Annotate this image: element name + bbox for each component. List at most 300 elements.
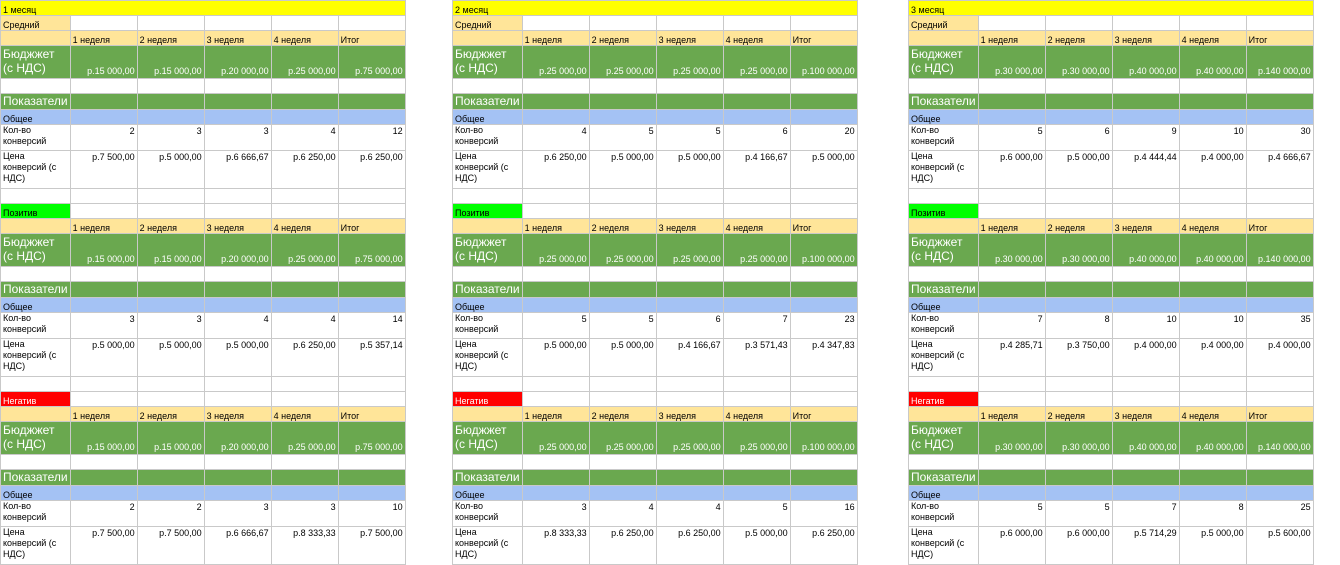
empty-cell[interactable] [271, 189, 338, 204]
empty-cell[interactable] [1112, 267, 1179, 282]
week-header[interactable]: 4 неделя [271, 31, 338, 46]
empty-cell[interactable] [70, 455, 137, 470]
conversions-value[interactable]: 2 [70, 125, 137, 151]
empty-cell[interactable] [522, 486, 589, 501]
budget-value[interactable]: р.25 000,00 [522, 46, 589, 79]
budget-value[interactable]: р.25 000,00 [271, 234, 338, 267]
budget-value[interactable]: р.140 000,00 [1246, 46, 1313, 79]
budget-value[interactable]: р.15 000,00 [137, 46, 204, 79]
week-header[interactable]: 2 неделя [1045, 31, 1112, 46]
week-header[interactable]: 4 неделя [271, 407, 338, 422]
empty-cell[interactable] [790, 298, 857, 313]
empty-cell[interactable] [723, 267, 790, 282]
conversions-value[interactable]: 4 [522, 125, 589, 151]
empty-cell[interactable] [522, 110, 589, 125]
budget-value[interactable]: р.25 000,00 [656, 234, 723, 267]
conversions-label[interactable]: Кол-во конверсий [909, 125, 979, 151]
empty-cell[interactable] [522, 455, 589, 470]
empty-cell[interactable] [909, 267, 979, 282]
empty-cell[interactable] [70, 282, 137, 298]
scenario-name-middle[interactable]: Средний [1, 16, 71, 31]
budget-value[interactable]: р.25 000,00 [723, 234, 790, 267]
conversions-value[interactable]: 3 [271, 501, 338, 527]
empty-cell[interactable] [656, 110, 723, 125]
week-header[interactable]: 2 неделя [589, 31, 656, 46]
empty-cell[interactable] [656, 455, 723, 470]
price-value[interactable]: р.7 500,00 [137, 527, 204, 565]
budget-value[interactable]: р.25 000,00 [589, 46, 656, 79]
conversions-value[interactable]: 20 [790, 125, 857, 151]
empty-cell[interactable] [137, 470, 204, 486]
empty-cell[interactable] [338, 204, 405, 219]
month-title[interactable]: 2 месяц [453, 1, 858, 16]
conversions-value[interactable]: 3 [204, 125, 271, 151]
price-value[interactable]: р.8 333,33 [522, 527, 589, 565]
budget-value[interactable]: р.15 000,00 [70, 46, 137, 79]
empty-cell[interactable] [70, 204, 137, 219]
empty-cell[interactable] [453, 219, 523, 234]
price-label[interactable]: Цена конверсий (с НДС) [453, 339, 523, 377]
conversions-value[interactable]: 4 [271, 125, 338, 151]
empty-cell[interactable] [271, 94, 338, 110]
conversions-value[interactable]: 3 [137, 125, 204, 151]
price-value[interactable]: р.4 285,71 [978, 339, 1045, 377]
week-header[interactable]: 4 неделя [723, 31, 790, 46]
empty-cell[interactable] [723, 392, 790, 407]
conversions-value[interactable]: 10 [1112, 313, 1179, 339]
conversions-value[interactable]: 6 [723, 125, 790, 151]
empty-cell[interactable] [589, 392, 656, 407]
empty-cell[interactable] [1246, 377, 1313, 392]
empty-cell[interactable] [137, 267, 204, 282]
empty-cell[interactable] [1179, 298, 1246, 313]
metrics-label[interactable]: Показатели [1, 470, 71, 486]
conversions-value[interactable]: 5 [1045, 501, 1112, 527]
budget-value[interactable]: р.25 000,00 [522, 234, 589, 267]
budget-value[interactable]: р.25 000,00 [271, 46, 338, 79]
empty-cell[interactable] [1045, 79, 1112, 94]
week-header[interactable]: 2 неделя [137, 219, 204, 234]
empty-cell[interactable] [1, 407, 71, 422]
price-value[interactable]: р.5 000,00 [1179, 527, 1246, 565]
week-header[interactable]: 2 неделя [137, 407, 204, 422]
empty-cell[interactable] [1112, 110, 1179, 125]
empty-cell[interactable] [1179, 377, 1246, 392]
general-label[interactable]: Общее [453, 110, 523, 125]
empty-cell[interactable] [978, 94, 1045, 110]
empty-cell[interactable] [978, 79, 1045, 94]
general-label[interactable]: Общее [1, 110, 71, 125]
empty-cell[interactable] [978, 204, 1045, 219]
empty-cell[interactable] [204, 94, 271, 110]
empty-cell[interactable] [1112, 79, 1179, 94]
empty-cell[interactable] [522, 282, 589, 298]
empty-cell[interactable] [1246, 455, 1313, 470]
price-value[interactable]: р.4 666,67 [1246, 151, 1313, 189]
budget-label[interactable]: Бюджжет (с НДС) [453, 234, 523, 267]
empty-cell[interactable] [790, 267, 857, 282]
empty-cell[interactable] [1179, 392, 1246, 407]
empty-cell[interactable] [723, 204, 790, 219]
budget-value[interactable]: р.15 000,00 [137, 234, 204, 267]
scenario-name-positive[interactable]: Позитив [453, 204, 523, 219]
price-value[interactable]: р.4 166,67 [656, 339, 723, 377]
week-header[interactable]: 1 неделя [978, 407, 1045, 422]
budget-value[interactable]: р.20 000,00 [204, 46, 271, 79]
empty-cell[interactable] [1112, 470, 1179, 486]
empty-cell[interactable] [271, 16, 338, 31]
week-header[interactable]: 3 неделя [1112, 219, 1179, 234]
empty-cell[interactable] [70, 377, 137, 392]
budget-label[interactable]: Бюджжет (с НДС) [453, 46, 523, 79]
price-label[interactable]: Цена конверсий (с НДС) [453, 151, 523, 189]
price-value[interactable]: р.6 000,00 [1045, 527, 1112, 565]
empty-cell[interactable] [137, 392, 204, 407]
empty-cell[interactable] [522, 377, 589, 392]
price-value[interactable]: р.8 333,33 [271, 527, 338, 565]
budget-value[interactable]: р.25 000,00 [656, 422, 723, 455]
price-value[interactable]: р.5 000,00 [137, 151, 204, 189]
empty-cell[interactable] [137, 455, 204, 470]
empty-cell[interactable] [1179, 94, 1246, 110]
conversions-value[interactable]: 2 [137, 501, 204, 527]
empty-cell[interactable] [204, 189, 271, 204]
empty-cell[interactable] [338, 79, 405, 94]
empty-cell[interactable] [1045, 110, 1112, 125]
conversions-value[interactable]: 5 [978, 501, 1045, 527]
conversions-value[interactable]: 7 [723, 313, 790, 339]
general-label[interactable]: Общее [909, 110, 979, 125]
empty-cell[interactable] [70, 94, 137, 110]
conversions-value[interactable]: 4 [204, 313, 271, 339]
empty-cell[interactable] [271, 455, 338, 470]
empty-cell[interactable] [70, 392, 137, 407]
empty-cell[interactable] [70, 110, 137, 125]
empty-cell[interactable] [978, 16, 1045, 31]
conversions-label[interactable]: Кол-во конверсий [909, 501, 979, 527]
week-header[interactable]: 3 неделя [656, 219, 723, 234]
budget-value[interactable]: р.30 000,00 [1045, 422, 1112, 455]
budget-value[interactable]: р.40 000,00 [1112, 234, 1179, 267]
budget-label[interactable]: Бюджжет (с НДС) [909, 46, 979, 79]
budget-value[interactable]: р.140 000,00 [1246, 234, 1313, 267]
empty-cell[interactable] [522, 298, 589, 313]
price-value[interactable]: р.4 444,44 [1112, 151, 1179, 189]
week-header[interactable]: 4 неделя [723, 407, 790, 422]
empty-cell[interactable] [453, 31, 523, 46]
week-header[interactable]: 2 неделя [589, 407, 656, 422]
week-header[interactable]: 4 неделя [1179, 31, 1246, 46]
empty-cell[interactable] [1045, 267, 1112, 282]
empty-cell[interactable] [1112, 282, 1179, 298]
empty-cell[interactable] [723, 377, 790, 392]
price-value[interactable]: р.7 500,00 [70, 151, 137, 189]
conversions-value[interactable]: 5 [656, 125, 723, 151]
price-value[interactable]: р.5 000,00 [1045, 151, 1112, 189]
conversions-label[interactable]: Кол-во конверсий [453, 313, 523, 339]
empty-cell[interactable] [656, 79, 723, 94]
empty-cell[interactable] [1246, 189, 1313, 204]
empty-cell[interactable] [70, 267, 137, 282]
price-value[interactable]: р.7 500,00 [338, 527, 405, 565]
conversions-value[interactable]: 8 [1179, 501, 1246, 527]
empty-cell[interactable] [522, 94, 589, 110]
price-value[interactable]: р.6 250,00 [790, 527, 857, 565]
empty-cell[interactable] [453, 189, 523, 204]
week-header[interactable]: 1 неделя [522, 31, 589, 46]
empty-cell[interactable] [1246, 392, 1313, 407]
empty-cell[interactable] [338, 486, 405, 501]
empty-cell[interactable] [1045, 204, 1112, 219]
metrics-label[interactable]: Показатели [453, 282, 523, 298]
empty-cell[interactable] [1179, 16, 1246, 31]
conversions-value[interactable]: 16 [790, 501, 857, 527]
empty-cell[interactable] [1, 377, 71, 392]
conversions-value[interactable]: 5 [978, 125, 1045, 151]
empty-cell[interactable] [1112, 377, 1179, 392]
empty-cell[interactable] [1112, 486, 1179, 501]
scenario-name-positive[interactable]: Позитив [909, 204, 979, 219]
conversions-value[interactable]: 3 [204, 501, 271, 527]
total-header[interactable]: Итог [338, 407, 405, 422]
empty-cell[interactable] [723, 298, 790, 313]
budget-value[interactable]: р.15 000,00 [137, 422, 204, 455]
empty-cell[interactable] [338, 267, 405, 282]
empty-cell[interactable] [589, 16, 656, 31]
price-value[interactable]: р.5 000,00 [656, 151, 723, 189]
empty-cell[interactable] [909, 219, 979, 234]
empty-cell[interactable] [790, 16, 857, 31]
empty-cell[interactable] [522, 189, 589, 204]
empty-cell[interactable] [1179, 470, 1246, 486]
empty-cell[interactable] [338, 470, 405, 486]
empty-cell[interactable] [978, 455, 1045, 470]
conversions-value[interactable]: 35 [1246, 313, 1313, 339]
empty-cell[interactable] [1045, 392, 1112, 407]
price-value[interactable]: р.6 666,67 [204, 151, 271, 189]
empty-cell[interactable] [790, 110, 857, 125]
empty-cell[interactable] [589, 298, 656, 313]
conversions-value[interactable]: 6 [1045, 125, 1112, 151]
metrics-label[interactable]: Показатели [453, 94, 523, 110]
empty-cell[interactable] [137, 486, 204, 501]
conversions-value[interactable]: 10 [1179, 313, 1246, 339]
conversions-value[interactable]: 5 [589, 313, 656, 339]
empty-cell[interactable] [1045, 298, 1112, 313]
empty-cell[interactable] [723, 16, 790, 31]
price-value[interactable]: р.7 500,00 [70, 527, 137, 565]
scenario-name-negative[interactable]: Негатив [909, 392, 979, 407]
budget-value[interactable]: р.15 000,00 [70, 234, 137, 267]
general-label[interactable]: Общее [909, 486, 979, 501]
empty-cell[interactable] [1045, 486, 1112, 501]
conversions-value[interactable]: 7 [1112, 501, 1179, 527]
empty-cell[interactable] [338, 189, 405, 204]
metrics-label[interactable]: Показатели [453, 470, 523, 486]
empty-cell[interactable] [1246, 79, 1313, 94]
budget-value[interactable]: р.25 000,00 [589, 234, 656, 267]
empty-cell[interactable] [589, 204, 656, 219]
total-header[interactable]: Итог [790, 219, 857, 234]
scenario-name-middle[interactable]: Средний [453, 16, 523, 31]
conversions-value[interactable]: 9 [1112, 125, 1179, 151]
empty-cell[interactable] [1045, 470, 1112, 486]
empty-cell[interactable] [137, 204, 204, 219]
price-value[interactable]: р.4 000,00 [1179, 339, 1246, 377]
budget-value[interactable]: р.100 000,00 [790, 422, 857, 455]
empty-cell[interactable] [1045, 377, 1112, 392]
empty-cell[interactable] [70, 486, 137, 501]
general-label[interactable]: Общее [1, 298, 71, 313]
empty-cell[interactable] [271, 267, 338, 282]
price-value[interactable]: р.5 000,00 [204, 339, 271, 377]
price-value[interactable]: р.4 000,00 [1112, 339, 1179, 377]
empty-cell[interactable] [978, 486, 1045, 501]
empty-cell[interactable] [70, 470, 137, 486]
price-label[interactable]: Цена конверсий (с НДС) [909, 339, 979, 377]
metrics-label[interactable]: Показатели [909, 470, 979, 486]
week-header[interactable]: 1 неделя [978, 219, 1045, 234]
budget-label[interactable]: Бюджжет (с НДС) [1, 46, 71, 79]
price-value[interactable]: р.6 250,00 [589, 527, 656, 565]
empty-cell[interactable] [204, 377, 271, 392]
scenario-name-middle[interactable]: Средний [909, 16, 979, 31]
metrics-label[interactable]: Показатели [909, 94, 979, 110]
empty-cell[interactable] [909, 31, 979, 46]
empty-cell[interactable] [137, 377, 204, 392]
price-value[interactable]: р.4 000,00 [1246, 339, 1313, 377]
empty-cell[interactable] [338, 298, 405, 313]
empty-cell[interactable] [1179, 267, 1246, 282]
empty-cell[interactable] [1112, 94, 1179, 110]
budget-label[interactable]: Бюджжет (с НДС) [1, 234, 71, 267]
empty-cell[interactable] [656, 470, 723, 486]
price-value[interactable]: р.5 600,00 [1246, 527, 1313, 565]
price-value[interactable]: р.5 357,14 [338, 339, 405, 377]
empty-cell[interactable] [204, 392, 271, 407]
conversions-value[interactable]: 5 [522, 313, 589, 339]
budget-label[interactable]: Бюджжет (с НДС) [909, 234, 979, 267]
empty-cell[interactable] [453, 267, 523, 282]
empty-cell[interactable] [589, 470, 656, 486]
empty-cell[interactable] [978, 267, 1045, 282]
empty-cell[interactable] [1, 31, 71, 46]
price-value[interactable]: р.4 166,67 [723, 151, 790, 189]
price-value[interactable]: р.6 666,67 [204, 527, 271, 565]
budget-value[interactable]: р.20 000,00 [204, 234, 271, 267]
metrics-label[interactable]: Показатели [909, 282, 979, 298]
empty-cell[interactable] [1246, 267, 1313, 282]
conversions-value[interactable]: 6 [656, 313, 723, 339]
conversions-value[interactable]: 14 [338, 313, 405, 339]
empty-cell[interactable] [723, 110, 790, 125]
conversions-value[interactable]: 4 [589, 501, 656, 527]
empty-cell[interactable] [271, 377, 338, 392]
month-title[interactable]: 3 месяц [909, 1, 1314, 16]
price-value[interactable]: р.6 250,00 [522, 151, 589, 189]
conversions-value[interactable]: 4 [656, 501, 723, 527]
conversions-label[interactable]: Кол-во конверсий [453, 125, 523, 151]
budget-value[interactable]: р.40 000,00 [1112, 46, 1179, 79]
empty-cell[interactable] [589, 189, 656, 204]
empty-cell[interactable] [656, 298, 723, 313]
price-label[interactable]: Цена конверсий (с НДС) [1, 151, 71, 189]
conversions-value[interactable]: 12 [338, 125, 405, 151]
week-header[interactable]: 4 неделя [1179, 219, 1246, 234]
empty-cell[interactable] [589, 455, 656, 470]
empty-cell[interactable] [1112, 298, 1179, 313]
budget-value[interactable]: р.15 000,00 [70, 422, 137, 455]
total-header[interactable]: Итог [790, 407, 857, 422]
empty-cell[interactable] [338, 110, 405, 125]
price-label[interactable]: Цена конверсий (с НДС) [453, 527, 523, 565]
total-header[interactable]: Итог [338, 31, 405, 46]
empty-cell[interactable] [1179, 282, 1246, 298]
empty-cell[interactable] [790, 282, 857, 298]
conversions-value[interactable]: 3 [70, 313, 137, 339]
price-value[interactable]: р.6 250,00 [338, 151, 405, 189]
empty-cell[interactable] [453, 79, 523, 94]
empty-cell[interactable] [338, 377, 405, 392]
empty-cell[interactable] [137, 282, 204, 298]
empty-cell[interactable] [271, 392, 338, 407]
budget-value[interactable]: р.25 000,00 [589, 422, 656, 455]
empty-cell[interactable] [137, 110, 204, 125]
empty-cell[interactable] [589, 267, 656, 282]
budget-value[interactable]: р.30 000,00 [1045, 234, 1112, 267]
total-header[interactable]: Итог [1246, 219, 1313, 234]
empty-cell[interactable] [70, 298, 137, 313]
empty-cell[interactable] [589, 94, 656, 110]
empty-cell[interactable] [656, 16, 723, 31]
total-header[interactable]: Итог [1246, 31, 1313, 46]
conversions-value[interactable]: 7 [978, 313, 1045, 339]
week-header[interactable]: 3 неделя [656, 407, 723, 422]
empty-cell[interactable] [978, 470, 1045, 486]
empty-cell[interactable] [204, 470, 271, 486]
empty-cell[interactable] [271, 282, 338, 298]
empty-cell[interactable] [338, 455, 405, 470]
week-header[interactable]: 1 неделя [522, 407, 589, 422]
empty-cell[interactable] [723, 94, 790, 110]
empty-cell[interactable] [1045, 455, 1112, 470]
budget-value[interactable]: р.75 000,00 [338, 422, 405, 455]
empty-cell[interactable] [1045, 16, 1112, 31]
price-value[interactable]: р.3 750,00 [1045, 339, 1112, 377]
empty-cell[interactable] [790, 455, 857, 470]
week-header[interactable]: 4 неделя [723, 219, 790, 234]
empty-cell[interactable] [137, 16, 204, 31]
empty-cell[interactable] [1179, 79, 1246, 94]
empty-cell[interactable] [589, 282, 656, 298]
price-value[interactable]: р.6 000,00 [978, 151, 1045, 189]
empty-cell[interactable] [204, 298, 271, 313]
budget-value[interactable]: р.100 000,00 [790, 234, 857, 267]
conversions-value[interactable]: 10 [338, 501, 405, 527]
budget-value[interactable]: р.75 000,00 [338, 234, 405, 267]
empty-cell[interactable] [790, 377, 857, 392]
empty-cell[interactable] [1045, 94, 1112, 110]
empty-cell[interactable] [453, 377, 523, 392]
budget-value[interactable]: р.25 000,00 [723, 46, 790, 79]
empty-cell[interactable] [790, 94, 857, 110]
general-label[interactable]: Общее [1, 486, 71, 501]
week-header[interactable]: 3 неделя [656, 31, 723, 46]
empty-cell[interactable] [978, 282, 1045, 298]
empty-cell[interactable] [204, 79, 271, 94]
week-header[interactable]: 3 неделя [204, 219, 271, 234]
budget-value[interactable]: р.40 000,00 [1112, 422, 1179, 455]
